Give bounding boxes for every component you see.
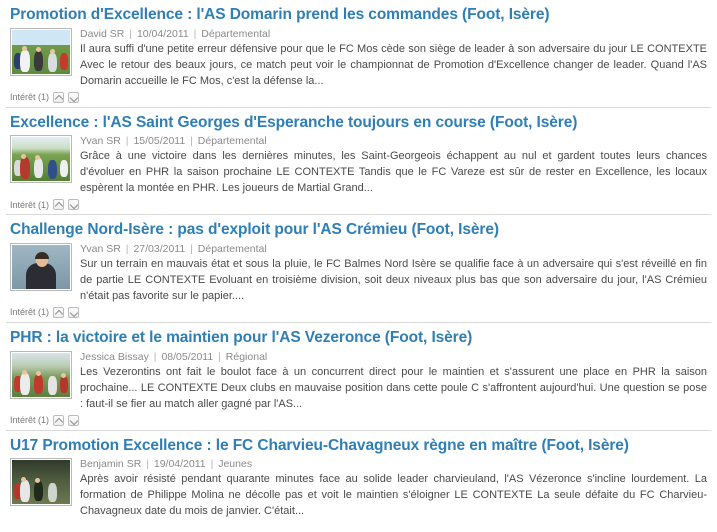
article-meta [80,135,707,149]
article-item [0,215,717,322]
article-excerpt: Grâce à une victoire dans les dernières minutes, les Saint-Georgeois échappent au nul et gardent toutes leurs chances d'évoluer en PHR la saison prochaine LE CONTEXTE Tandis que le FC Vareze est sûr de rester en Excellence, les locaux espèrent la montée en PHR. Les joueurs de Martial Grand... [80,150,707,195]
meta-separator: | [125,135,129,148]
article-item [0,108,717,215]
meta-separator: | [218,350,221,363]
meta-separator: | [190,135,193,148]
article-meta [80,243,707,257]
vote-down-icon[interactable] [68,307,79,318]
article-author: Benjamin SR [80,458,142,471]
interest-label: Intérêt (1) [10,415,50,425]
article-text-column [80,351,707,413]
article-author: Yvan SR [80,243,121,256]
article-category: Jeunes [218,458,253,471]
article-meta [80,351,707,365]
article-author: Jessica Bissay [80,350,149,363]
article-text-column [80,243,707,305]
article-footer [8,305,709,322]
meta-separator: | [153,350,157,363]
article-body [8,135,709,197]
football-match-photo [12,353,70,397]
meta-separator: | [190,243,193,256]
article-thumbnail[interactable] [10,28,72,76]
article-excerpt: Sur un terrain en mauvais état et sous la pluie, le FC Balmes Nord Isère se qualifie face à un adversaire qui s'est réveillé en fin de partie LE CONTEXTE Evoluant en troisième division, soit deux niveaux plus bas que son adversaire du jour, l'AS Crémieu n'était pas favorite sur le papier.... [80,258,707,302]
article-thumbnail[interactable] [10,243,72,291]
football-match-photo [12,137,70,181]
article-excerpt: Il aura suffi d'une petite erreur défensive pour que le FC Mos cède son siège de leader à son adversaire du jour LE CONTEXTE Avec le retour des beaux jours, ce match peut voir le championnat de Promotion d'Excellence changer de leader. Quand l'AS Domarin accueille le FC Mos, c'est la défense la... [80,42,707,87]
interest-label: Intérêt (1) [10,199,50,210]
article-body [8,28,709,90]
article-item [0,0,717,107]
interest-label: Intérêt (1) [10,307,50,318]
article-headline-link[interactable]: U17 Promotion Excellence : le FC Charvieu-Chavagneux règne en maître (Foot, Isère) [10,436,629,454]
meta-separator: | [146,458,149,471]
article-date: 15/05/2011 [133,135,186,148]
article-body [8,458,709,520]
article-headline-link[interactable]: Excellence : l'AS Saint Georges d'Esperanche toujours en course (Foot, Isère) [10,113,578,131]
interest-label: Intérêt (1) [10,92,50,103]
article-date: 19/04/2011 [153,458,206,471]
article-meta [80,28,707,42]
article-footer [8,197,709,214]
meta-separator: | [129,27,133,40]
article-category: Régional [225,350,268,363]
article-excerpt: Les Vezerontins ont fait le boulot face à un concurrent direct pour le maintien et s'assurent une place en PHR la saison prochaine... LE CONTEXTE Deux clubs en mauvaise position dans cette poule C s'affrontent aujourd'hui. Une question se pose : faut-il se fier au match aller gagné par l'AS... [80,365,707,410]
article-meta [80,458,707,472]
article-text-column [80,458,707,520]
article-date: 27/03/2011 [133,243,186,256]
article-thumbnail[interactable] [10,458,72,506]
article-excerpt: Après avoir résisté pendant quarante minutes face au solide leader charvieuland, l'AS Vézeronce s'incline lourdement. La formation de Philippe Molina ne décolle pas et voit le maintien s'éloigner LE CONTEXTE La seule défaite du FC Charvieu-Chavagneux date du mois de janvier. C'était... [80,473,707,518]
article-category: Départemental [201,27,271,40]
article-category: Départemental [197,135,267,148]
player-portrait-photo [12,245,70,289]
article-footer [8,413,709,430]
article-author: David SR [80,27,125,40]
article-headline-link[interactable]: Promotion d'Excellence : l'AS Domarin prend les commandes (Foot, Isère) [10,6,550,23]
meta-separator: | [193,27,197,40]
article-date: 10/04/2011 [136,27,189,40]
article-thumbnail[interactable] [10,351,72,399]
article-body [8,243,709,305]
football-match-photo [12,30,70,74]
article-category: Départemental [197,243,267,256]
article-footer [8,90,709,107]
football-match-photo [12,460,70,504]
meta-separator: | [125,243,129,256]
vote-down-icon[interactable] [68,92,79,103]
article-author: Yvan SR [80,135,121,148]
article-body [8,351,709,413]
article-headline-link[interactable]: PHR : la victoire et le maintien pour l'AS Vezeronce (Foot, Isère) [10,328,473,346]
vote-down-icon[interactable] [68,199,79,210]
article-date: 08/05/2011 [161,350,214,363]
vote-up-icon[interactable] [53,199,64,210]
vote-up-icon[interactable] [53,307,64,318]
article-item [0,323,717,430]
article-text-column [80,135,707,197]
article-headline-link[interactable]: Challenge Nord-Isère : pas d'exploit pour l'AS Crémieu (Foot, Isère) [10,221,499,239]
meta-separator: | [210,458,214,471]
vote-down-icon[interactable] [68,415,79,426]
article-text-column [80,28,707,90]
article-item [0,431,717,521]
vote-up-icon[interactable] [53,415,64,426]
article-thumbnail[interactable] [10,135,72,183]
vote-up-icon[interactable] [53,92,64,103]
